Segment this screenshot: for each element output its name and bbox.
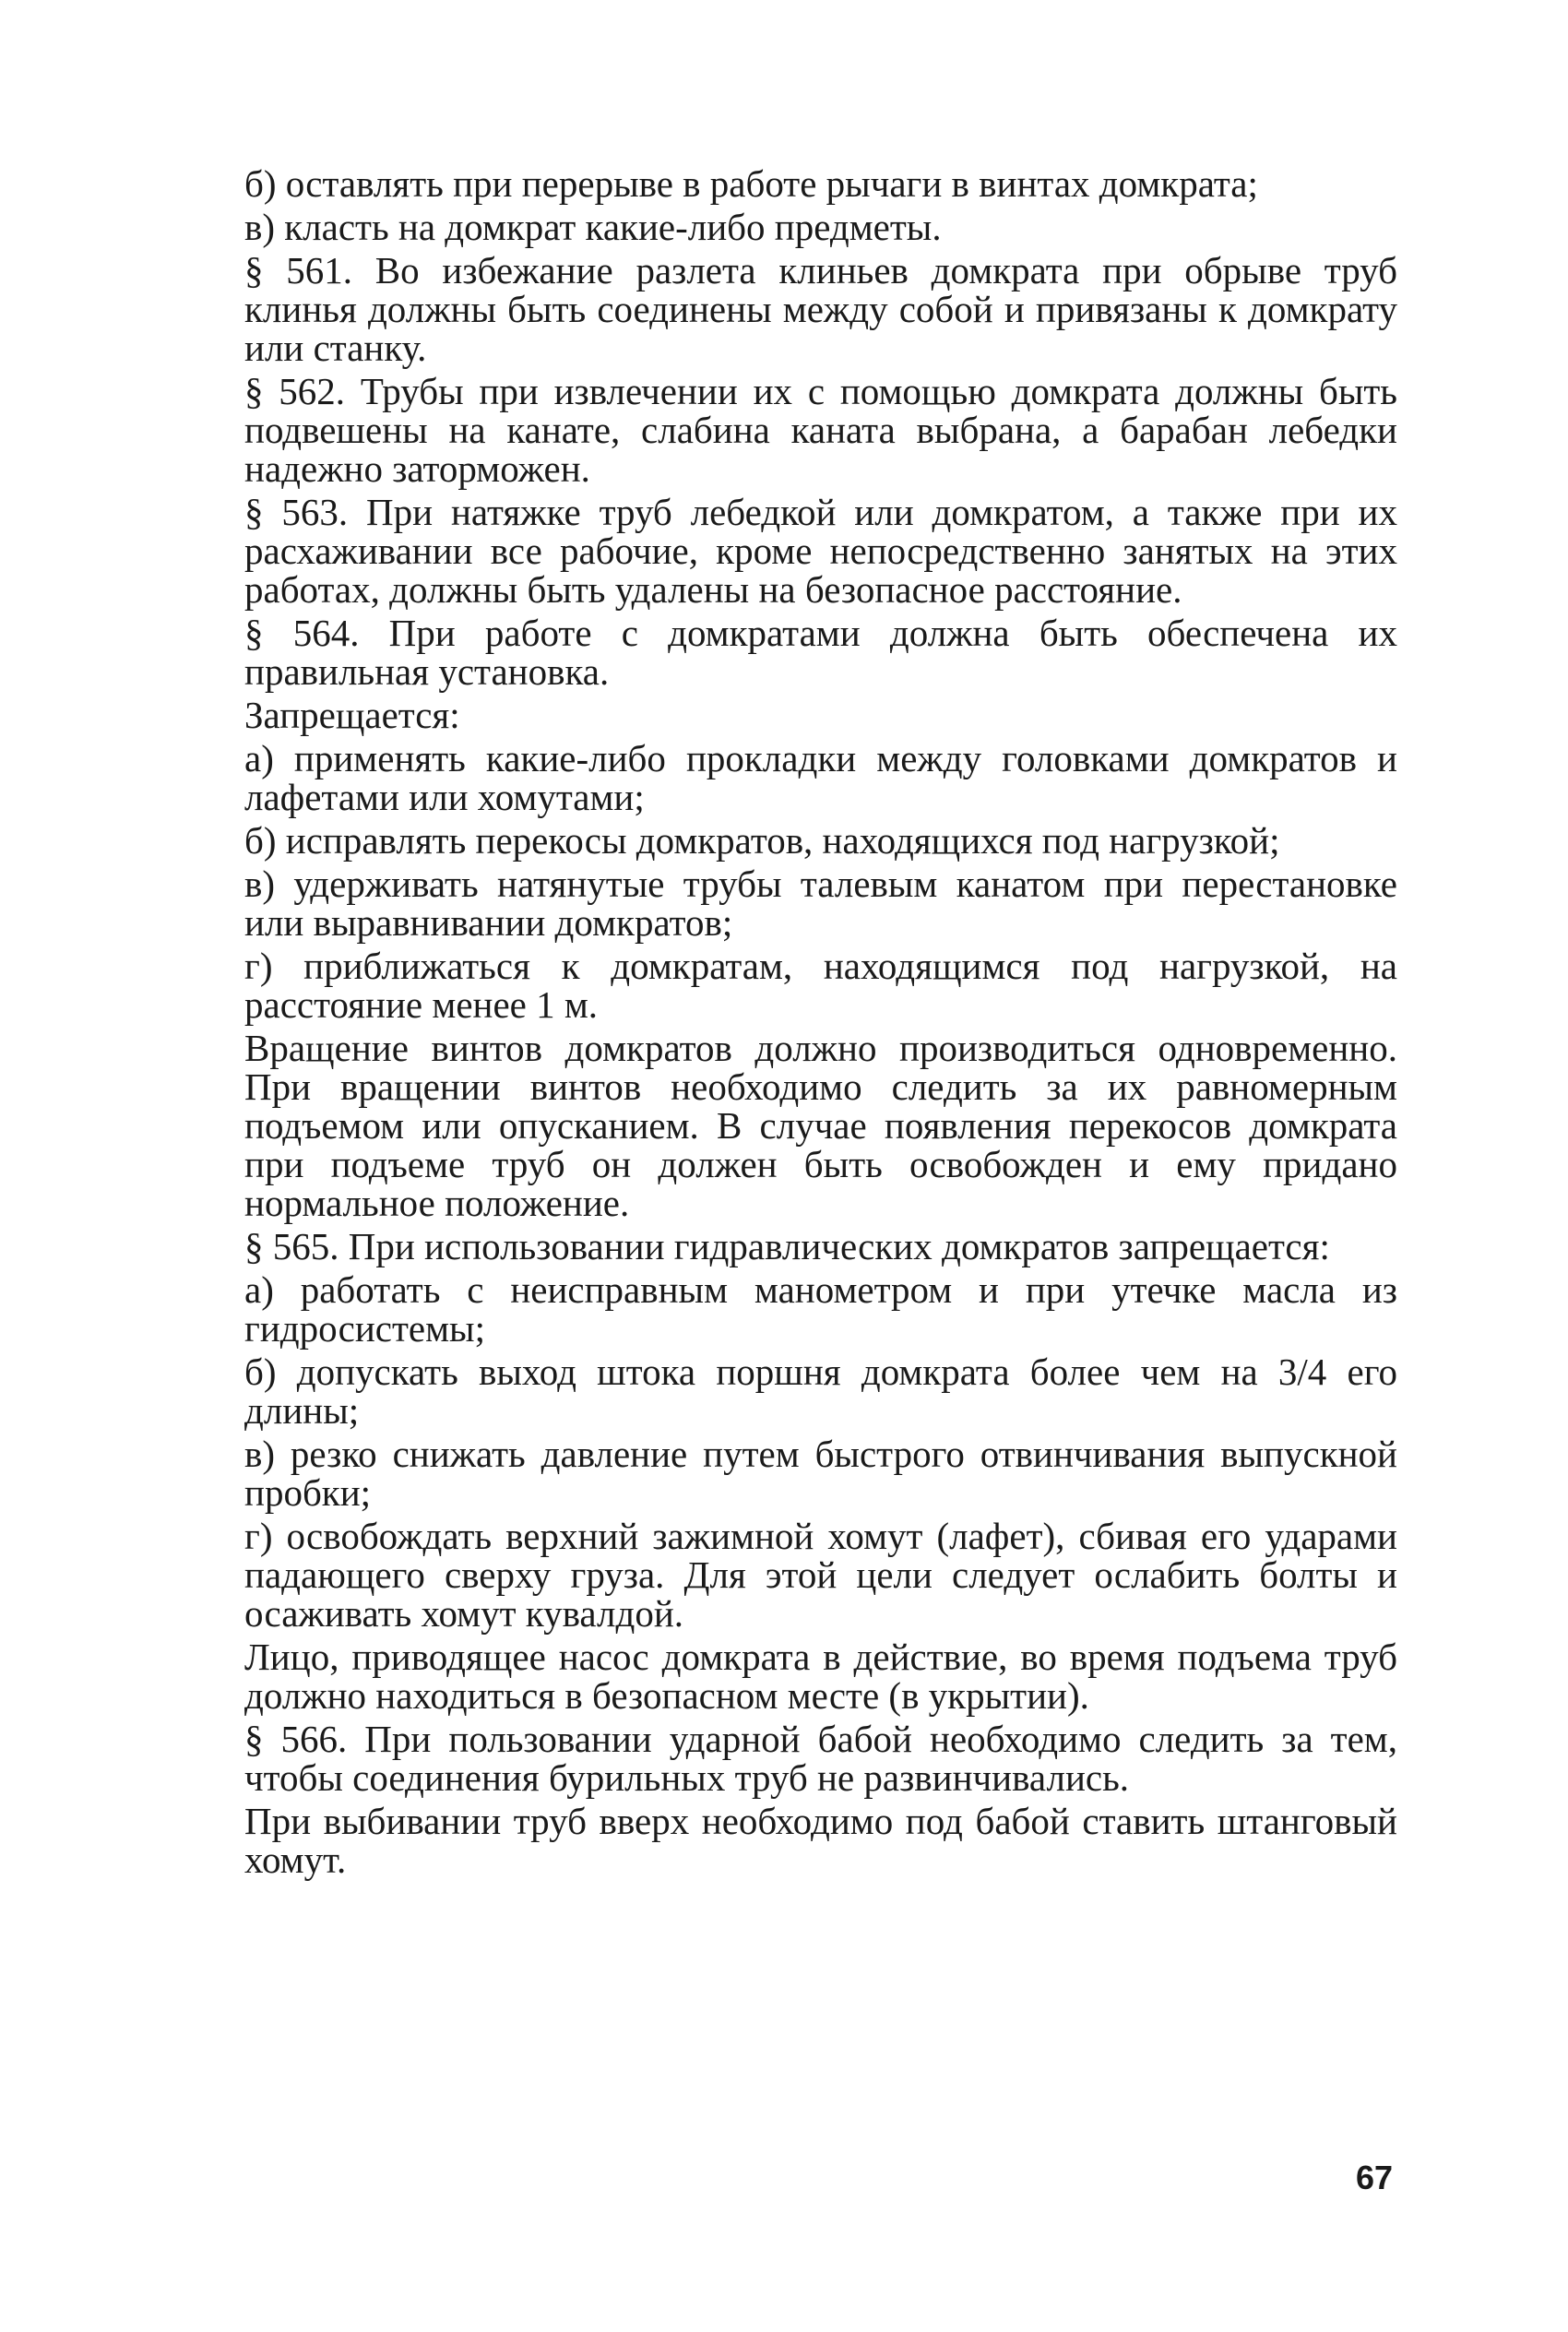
paragraph-564: § 564. При работе с домкратами должна быть обеспечена их правильная установка. (244, 612, 1397, 693)
paragraph-g-clamp: г) освобождать верхний зажимной хомут (лафет), сбивая его ударами падающего сверху груза. Для этой цели следует ослабить болты и осаживать хомут кувалдой. (244, 1515, 1397, 1635)
paragraph-565: § 565. При использовании гидравлических домкратов запрещается: (244, 1225, 1330, 1267)
paragraph-knockout: При выбивании труб вверх необходимо под бабой ставить штанговый хомут. (244, 1800, 1397, 1881)
paragraph-566: § 566. При пользовании ударной бабой необходимо следить за тем, чтобы соединения бурильных труб не развинчивались. (244, 1718, 1397, 1799)
paragraph-prohibited-heading: Запрещается: (244, 694, 460, 736)
paragraph-561: § 561. Во избежание разлета клиньев домкрата при обрыве труб клинья должны быть соединены между собой и привязаны к домкрату или станку. (244, 249, 1397, 369)
paragraph-b-skew: б) исправлять перекосы домкратов, находящихся под нагрузкой; (244, 819, 1280, 862)
paragraph-v-objects: в) класть на домкрат какие-либо предметы. (244, 206, 942, 248)
paragraph-g-approach: г) приближаться к домкратам, находящимся под нагрузкой, на расстояние менее 1 м. (244, 945, 1397, 1026)
paragraph-v-rope: в) удерживать натянутые трубы талевым канатом при перестановке или выравнивании домкратов; (244, 863, 1397, 944)
paragraph-563: § 563. При натяжке труб лебедкой или домкратом, а также при их расхаживании все рабочие, кроме непосредственно занятых на этих работах, должны быть удалены на безопасное расстояние. (244, 491, 1397, 611)
document-body (244, 164, 1397, 1884)
paragraph-562: § 562. Трубы при извлечении их с помощью домкрата должны быть подвешены на канате, слабина каната выбрана, а барабан лебедки надежно заторможен. (244, 370, 1397, 490)
paragraph-operator: Лицо, приводящее насос домкрата в действие, во время подъема труб должно находиться в безопасном месте (в укрытии). (244, 1636, 1397, 1717)
paragraph-b-piston: б) допускать выход штока поршня домкрата более чем на 3/4 его длины; (244, 1350, 1397, 1432)
paragraph-v-pressure: в) резко снижать давление путем быстрого отвинчивания выпускной пробки; (244, 1433, 1397, 1514)
paragraph-rotation: Вращение винтов домкратов должно производиться одновременно. При вращении винтов необходимо следить за их равномерным подъемом или опусканием. В случае появления перекосов домкрата при подъеме труб он должен быть освобожден и ему придано нормальное положение. (244, 1027, 1397, 1224)
paragraph-b-levers: б) оставлять при перерыве в работе рычаги в винтах домкрата; (244, 162, 1258, 205)
paragraph-a-gaskets: а) применять какие-либо прокладки между головками домкратов и лафетами или хомутами; (244, 737, 1397, 818)
paragraph-a-manometer: а) работать с неисправным манометром и при утечке масла из гидросистемы; (244, 1268, 1397, 1350)
page-number: 67 (1356, 2159, 1394, 2196)
